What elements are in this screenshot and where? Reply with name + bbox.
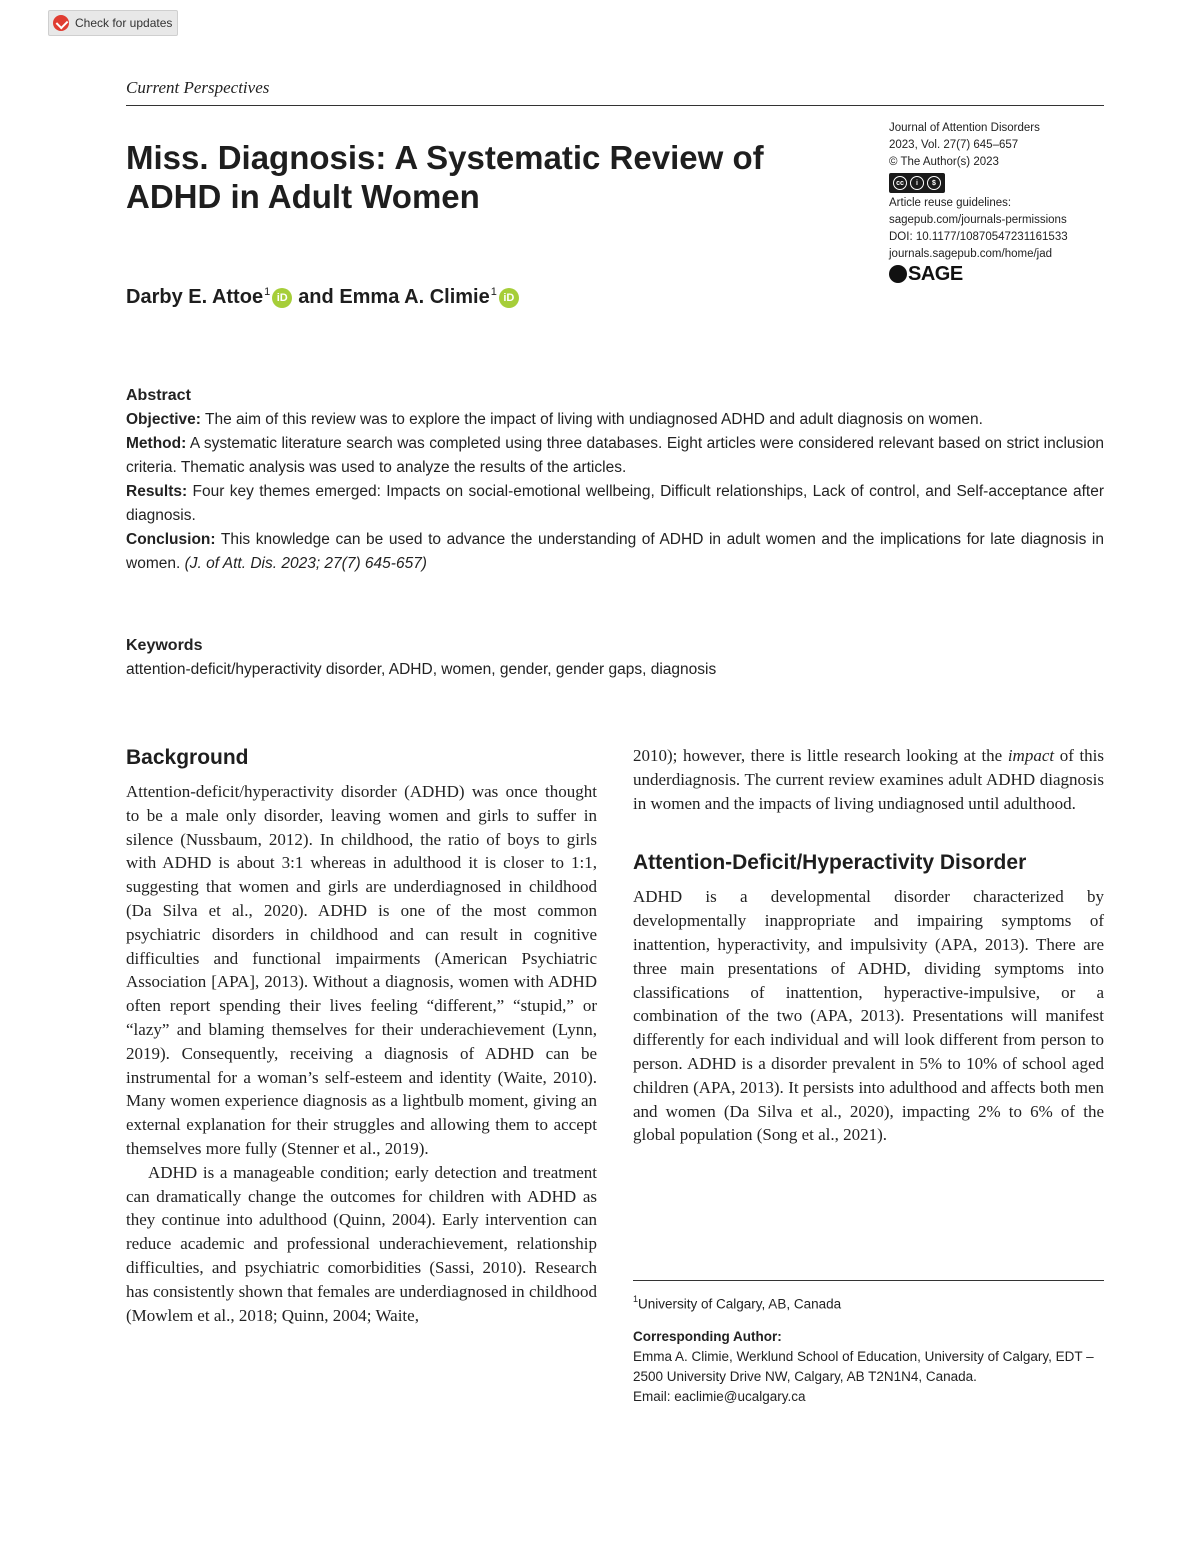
adhd-paragraph-1: ADHD is a developmental disorder characterized by developmentally inappropriate and impairing symptoms of inattention, hyperactivity, and impulsivity (APA, 2013). There are three main presentations of ADHD, dividing symptoms into classifications of inattention, hyperactive-impulsive, or a combination of the two (APA, 2013). Presentations will manifest differently for each individual and will look different from person to person. ADHD is a disorder prevalent in 5% to 10% of school aged children (APA, 2013). It persists into adulthood and affects both men and women (Da Silva et al., 2020), impacting 2% to 6% of the global population (Song et al., 2021).	[633, 887, 1104, 1145]
check-for-updates-button[interactable]	[48, 10, 178, 36]
publisher-name: SAGE	[908, 262, 963, 285]
author-connector: and	[298, 286, 334, 308]
affiliation-note: $^1$University of Calgary, AB, Canada	[633, 1294, 842, 1312]
keywords-list: attention-deficit/hyperactivity disorder, ADHD, women, gender, gender gaps, diagnosis	[126, 661, 717, 678]
abstract-method: Method: A systematic literature search was completed using three databases. Eight articles were considered relevant based on strict inclusion criteria. Thematic analysis was used to analyze the results of the articles.	[126, 435, 1104, 476]
abstract	[126, 384, 1104, 576]
update-check-icon	[53, 15, 69, 31]
reuse-label: Article reuse guidelines:	[889, 197, 1012, 209]
journal-home-link[interactable]: journals.sagepub.com/home/jad	[889, 248, 1053, 260]
keywords-heading: Keywords	[126, 637, 203, 654]
right-column	[633, 744, 1104, 1147]
cc-license-badge[interactable]	[889, 173, 945, 193]
article-title: Miss. Diagnosis: A Systematic Review of ADHD in Adult Women	[126, 139, 764, 215]
nc-icon: $	[927, 176, 941, 190]
orcid-icon[interactable]: iD	[499, 288, 519, 308]
journal-volume: 2023, Vol. 27(7) 645–657	[889, 139, 1019, 151]
orcid-icon[interactable]: iD	[272, 288, 292, 308]
background-paragraph-2: ADHD is a manageable condition; early detection and treatment can dramatically change the outcomes for children with ADHD as they continue into adulthood (Quinn, 2004). Early intervention can reduce academic and professional underachievement, relationship difficulties, and psychiatric comorbidities (Sassi, 2010). Research has consistently shown that females are underdiagnosed in childhood (Mowlem et al., 2018; Quinn, 2004; Waite,	[126, 1162, 597, 1325]
abstract-citation: (J. of Att. Dis. 2023; 27(7) 645-657)	[184, 555, 427, 572]
author-line	[126, 286, 525, 309]
footnotes	[633, 1290, 1104, 1407]
background-paragraph-1: Attention-deficit/hyperactivity disorder (ADHD) was once thought to be a male only disorder, leaving women and girls to suffer in silence (Nussbaum, 2012). In childhood, the ratio of boys to girls with ADHD is about 3:1 whereas in adulthood it is closer to 1:1, suggesting that women and girls are underdiagnosed in childhood (Da Silva et al., 2020). ADHD is one of the most common psychiatric disorders in childhood and can result in cognitive difficulties and functional impairments (American Psychiatric Association [APA], 2013). Without a diagnosis, women with ADHD often report spending their lives feeling “different,” “stupid,” or “lazy” and blaming themselves for their underachievement (Lynn, 2019). Consequently, receiving a diagnosis of ADHD can be instrumental for a woman’s self-esteem and identity (Waite, 2010). Many women experience diagnosis as a lightbulb moment, giving an external explanation for their struggles and allowing them to accept themselves more fully (Stenner et al., 2019).	[126, 782, 597, 1158]
section-label: Current Perspectives	[126, 78, 270, 97]
adhd-heading: Attention-Deficit/Hyperactivity Disorder	[633, 851, 1027, 875]
author-1: Darby E. Attoe	[126, 286, 264, 308]
journal-name: Journal of Attention Disorders	[889, 122, 1040, 134]
corresponding-author-address: Emma A. Climie, Werklund School of Education, University of Calgary, EDT – 2500 University Drive NW, Calgary, AB T2N1N4, Canada.	[633, 1348, 1094, 1384]
left-column	[126, 744, 597, 1327]
check-for-updates-label: Check for updates	[75, 16, 173, 30]
author-2-affiliation: 1	[490, 285, 497, 298]
reuse-link[interactable]: sagepub.com/journals-permissions	[889, 214, 1067, 226]
abstract-conclusion: Conclusion: This knowledge can be used to advance the understanding of ADHD in adult women and the implications for late diagnosis in women. (J. of Att. Dis. 2023; 27(7) 645-657)	[126, 531, 1104, 572]
sage-mark-icon	[889, 265, 907, 283]
journal-copyright: © The Author(s) 2023	[889, 156, 999, 168]
sage-logo	[889, 262, 1104, 285]
doi[interactable]: DOI: 10.1177/10870547231161533	[889, 231, 1068, 243]
author-1-affiliation: 1	[264, 285, 271, 298]
footnote-divider	[633, 1280, 1104, 1281]
author-2: Emma A. Climie	[339, 286, 490, 308]
keywords	[126, 634, 1104, 682]
header-divider	[126, 105, 1104, 106]
journal-info	[889, 120, 1104, 283]
corresponding-author-email[interactable]: Email: eaclimie@ucalgary.ca	[633, 1388, 806, 1404]
abstract-heading: Abstract	[126, 387, 191, 404]
corresponding-author-heading: Corresponding Author:	[633, 1328, 782, 1344]
background-continuation: 2010); however, there is little research looking at the impact of this underdiagnosis. The current review examines adult ADHD diagnosis in women and the impacts of living undiagnosed until adulthood.	[633, 746, 1105, 813]
cc-icon: cc	[893, 176, 907, 190]
abstract-objective: Objective: The aim of this review was to explore the impact of living with undiagnosed ADHD and adult diagnosis on women.	[126, 411, 983, 428]
background-heading: Background	[126, 746, 249, 769]
abstract-results: Results: Four key themes emerged: Impacts on social-emotional wellbeing, Difficult relationships, Lack of control, and Self-acceptance after diagnosis.	[126, 483, 1104, 524]
by-icon: i	[910, 176, 924, 190]
